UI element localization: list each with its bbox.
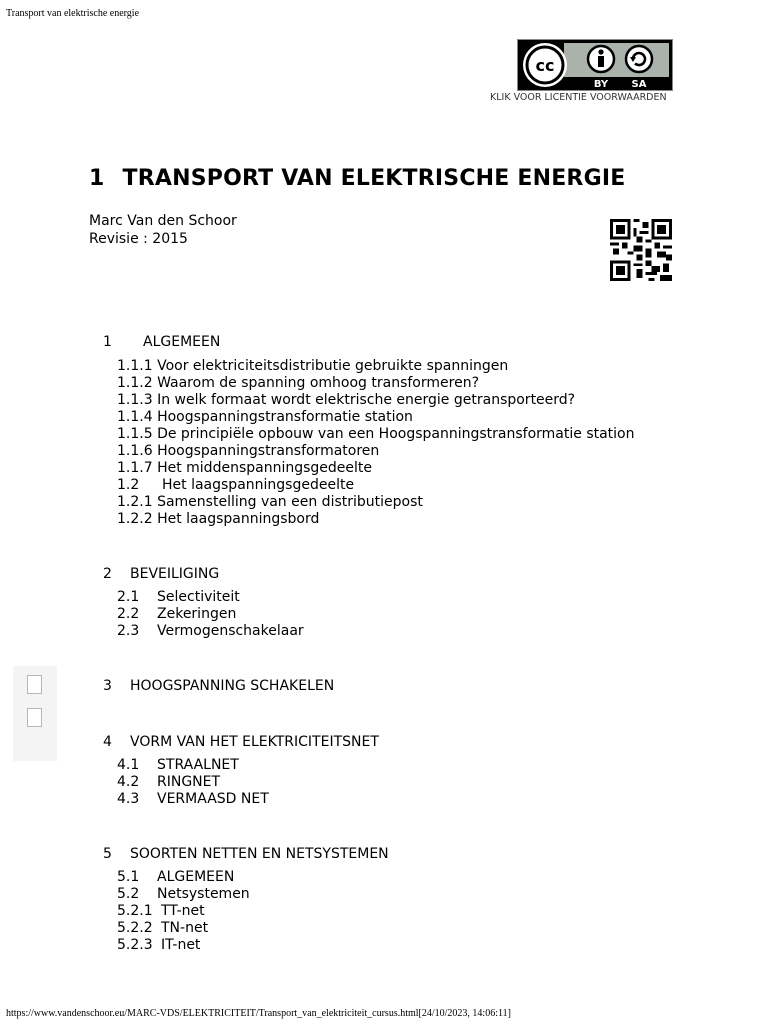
toc-item[interactable]: 1.1.2 Waarom de spanning omhoog transformeren? [117,375,479,391]
toc-item[interactable]: 5.2.3 IT-net [117,937,201,953]
sa-text: SA [631,79,647,90]
side-panel [13,666,57,761]
toc-section-1[interactable] [103,334,220,351]
toc-title: HOOGSPANNING SCHAKELEN [130,678,335,694]
toc-item[interactable]: 1.1.1 Voor elektriciteitsdistributie gebruikte spanningen [117,358,509,374]
toc-item[interactable]: 5.2.2 TN-net [117,920,209,936]
title-text: TRANSPORT VAN ELEKTRISCHE ENERGIE [122,166,626,191]
toc-item[interactable]: 1.2.2 Het laagspanningsbord [117,511,320,527]
toc-item[interactable]: 1.1.4 Hoogspanningstransformatie station [117,409,413,425]
page-title [89,166,625,191]
toc-section-2[interactable] [103,566,219,583]
toc-item[interactable]: 1.1.7 Het middenspanningsgedeelte [117,460,372,476]
toc-title: VORM VAN HET ELEKTRICITEITSNET [130,734,379,750]
revision: Revisie : 2015 [89,231,188,247]
cc-by-sa-logo [518,40,672,90]
toc-item[interactable]: 4.1 STRAALNET [117,757,239,773]
qr-code [610,219,672,281]
toc-item[interactable]: 5.1 ALGEMEEN [117,869,235,885]
toc-number: 1 [103,334,112,350]
checkbox[interactable] [27,675,42,694]
toc-section-4[interactable] [103,734,379,751]
toc-section-3[interactable] [103,678,334,695]
toc-item[interactable]: 2.3 Vermogenschakelaar [117,623,304,639]
cc-by-sa-badge[interactable] [517,39,673,91]
toc-item[interactable]: 1.2.1 Samenstelling van een distributiepost [117,494,423,510]
toc-section-5[interactable] [103,846,389,863]
toc-item[interactable]: 2.2 Zekeringen [117,606,237,622]
toc-number: 3 [103,678,112,694]
toc-item[interactable]: 1.1.5 De principiële opbouw van een Hoogspanningstransformatie station [117,426,635,442]
toc-number: 2 [103,566,112,582]
toc-title: ALGEMEEN [143,334,221,350]
cc-text: cc [535,56,555,75]
toc-number: 5 [103,846,112,862]
toc-item[interactable]: 1.1.6 Hoogspanningstransformatoren [117,443,380,459]
print-header: Transport van elektrische energie [6,8,140,19]
toc-item[interactable]: 5.2 Netsystemen [117,886,250,902]
toc-title: BEVEILIGING [130,566,220,582]
toc-item[interactable]: 4.2 RINGNET [117,774,221,790]
by-text: BY [593,79,609,90]
toc-number: 4 [103,734,112,750]
checkbox[interactable] [27,708,42,727]
author: Marc Van den Schoor [89,213,237,229]
toc-title: SOORTEN NETTEN EN NETSYSTEMEN [130,846,389,862]
document-meta [89,212,237,248]
license-link-text[interactable]: KLIK VOOR LICENTIE VOORWAARDEN [490,92,667,103]
print-footer: https://www.vandenschoor.eu/MARC-VDS/ELEKTRICITEIT/Transport_van_elektriciteit_cursus.html[24/10/2023, 14:06:11] [6,1008,511,1019]
toc-item[interactable]: 1.1.3 In welk formaat wordt elektrische energie getransporteerd? [117,392,576,408]
toc-item[interactable]: 1.2 Het laagspanningsgedeelte [117,477,355,493]
toc-item[interactable]: 5.2.1 TT-net [117,903,205,919]
toc-item[interactable]: 2.1 Selectiviteit [117,589,240,605]
toc-item[interactable]: 4.3 VERMAASD NET [117,791,269,807]
title-number: 1 [89,166,105,191]
